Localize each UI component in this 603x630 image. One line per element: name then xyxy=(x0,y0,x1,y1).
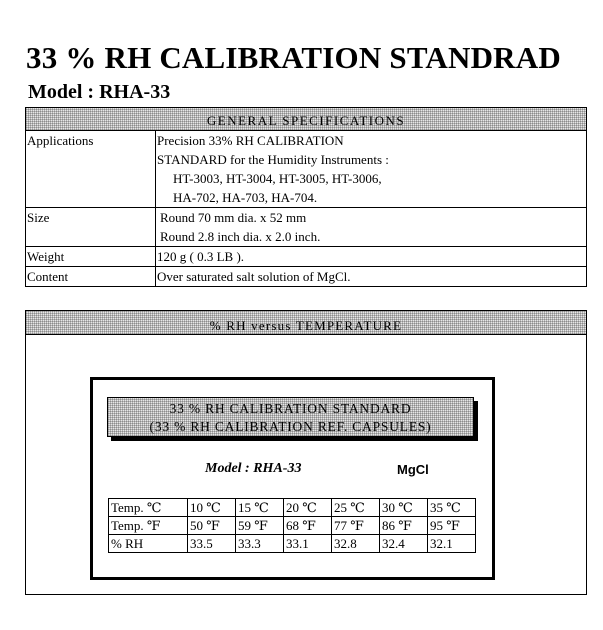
applications-line-2: STANDARD for the Humidity Instruments : xyxy=(157,152,389,167)
table-cell: 20 ℃ xyxy=(284,499,332,517)
card-model-label: Model : RHA-33 xyxy=(205,461,302,476)
table-cell: 86 ℉ xyxy=(380,517,428,535)
applications-line-3: HT-3003, HT-3004, HT-3005, HT-3006, xyxy=(173,171,382,186)
table-cell: 33.1 xyxy=(284,535,332,553)
table-cell: 33.5 xyxy=(188,535,236,553)
table-cell: 10 ℃ xyxy=(188,499,236,517)
row-label: Temp. ℉ xyxy=(109,517,188,535)
rh-panel-header: % RH versus TEMPERATURE xyxy=(26,311,586,335)
spec-label-size: Size xyxy=(26,208,156,247)
calibration-banner xyxy=(107,397,474,437)
row-label: Temp. ℃ xyxy=(109,499,188,517)
table-cell: 77 ℉ xyxy=(332,517,380,535)
table-cell: 59 ℉ xyxy=(236,517,284,535)
general-specifications-table xyxy=(25,107,587,287)
table-cell: 35 ℃ xyxy=(428,499,476,517)
rh-versus-temperature-panel xyxy=(25,310,587,595)
table-cell: 50 ℉ xyxy=(188,517,236,535)
table-cell: 32.1 xyxy=(428,535,476,553)
applications-line-4: HA-702, HA-703, HA-704. xyxy=(173,190,318,205)
spec-row-applications xyxy=(26,131,586,208)
table-cell: 32.4 xyxy=(380,535,428,553)
spec-value-weight: 120 g ( 0.3 LB ). xyxy=(156,247,587,267)
specifications-rows xyxy=(26,131,586,286)
table-row-rh xyxy=(109,535,476,553)
table-cell: 95 ℉ xyxy=(428,517,476,535)
spec-label-applications: Applications xyxy=(26,131,156,208)
spec-row-weight xyxy=(26,247,586,267)
table-cell: 33.3 xyxy=(236,535,284,553)
spec-label-weight: Weight xyxy=(26,247,156,267)
size-line-1: Round 70 mm dia. x 52 mm xyxy=(160,210,307,225)
table-row-celsius xyxy=(109,499,476,517)
salt-label: MgCl xyxy=(397,462,429,477)
applications-line-1: Precision 33% RH CALIBRATION xyxy=(157,133,344,148)
spec-label-content: Content xyxy=(26,267,156,287)
spec-value-applications xyxy=(156,131,587,208)
banner-line-2: (33 % RH CALIBRATION REF. CAPSULES) xyxy=(149,419,432,434)
model-heading: Model : RHA-33 xyxy=(28,81,171,103)
specifications-header: GENERAL SPECIFICATIONS xyxy=(26,108,586,131)
rh-temperature-table xyxy=(108,498,476,553)
calibration-label-card xyxy=(90,377,495,580)
table-cell: 32.8 xyxy=(332,535,380,553)
table-cell: 25 ℃ xyxy=(332,499,380,517)
table-cell: 68 ℉ xyxy=(284,517,332,535)
table-cell: 30 ℃ xyxy=(380,499,428,517)
spec-row-size xyxy=(26,208,586,247)
spec-value-content: Over saturated salt solution of MgCl. xyxy=(156,267,587,287)
page-title: 33 % RH CALIBRATION STANDRAD xyxy=(26,40,561,75)
banner-line-1: 33 % RH CALIBRATION STANDARD xyxy=(169,401,412,416)
spec-value-size xyxy=(156,208,587,247)
spec-row-content xyxy=(26,267,586,287)
size-line-2: Round 2.8 inch dia. x 2.0 inch. xyxy=(160,229,321,244)
table-cell: 15 ℃ xyxy=(236,499,284,517)
table-row-fahrenheit xyxy=(109,517,476,535)
row-label: % RH xyxy=(109,535,188,553)
